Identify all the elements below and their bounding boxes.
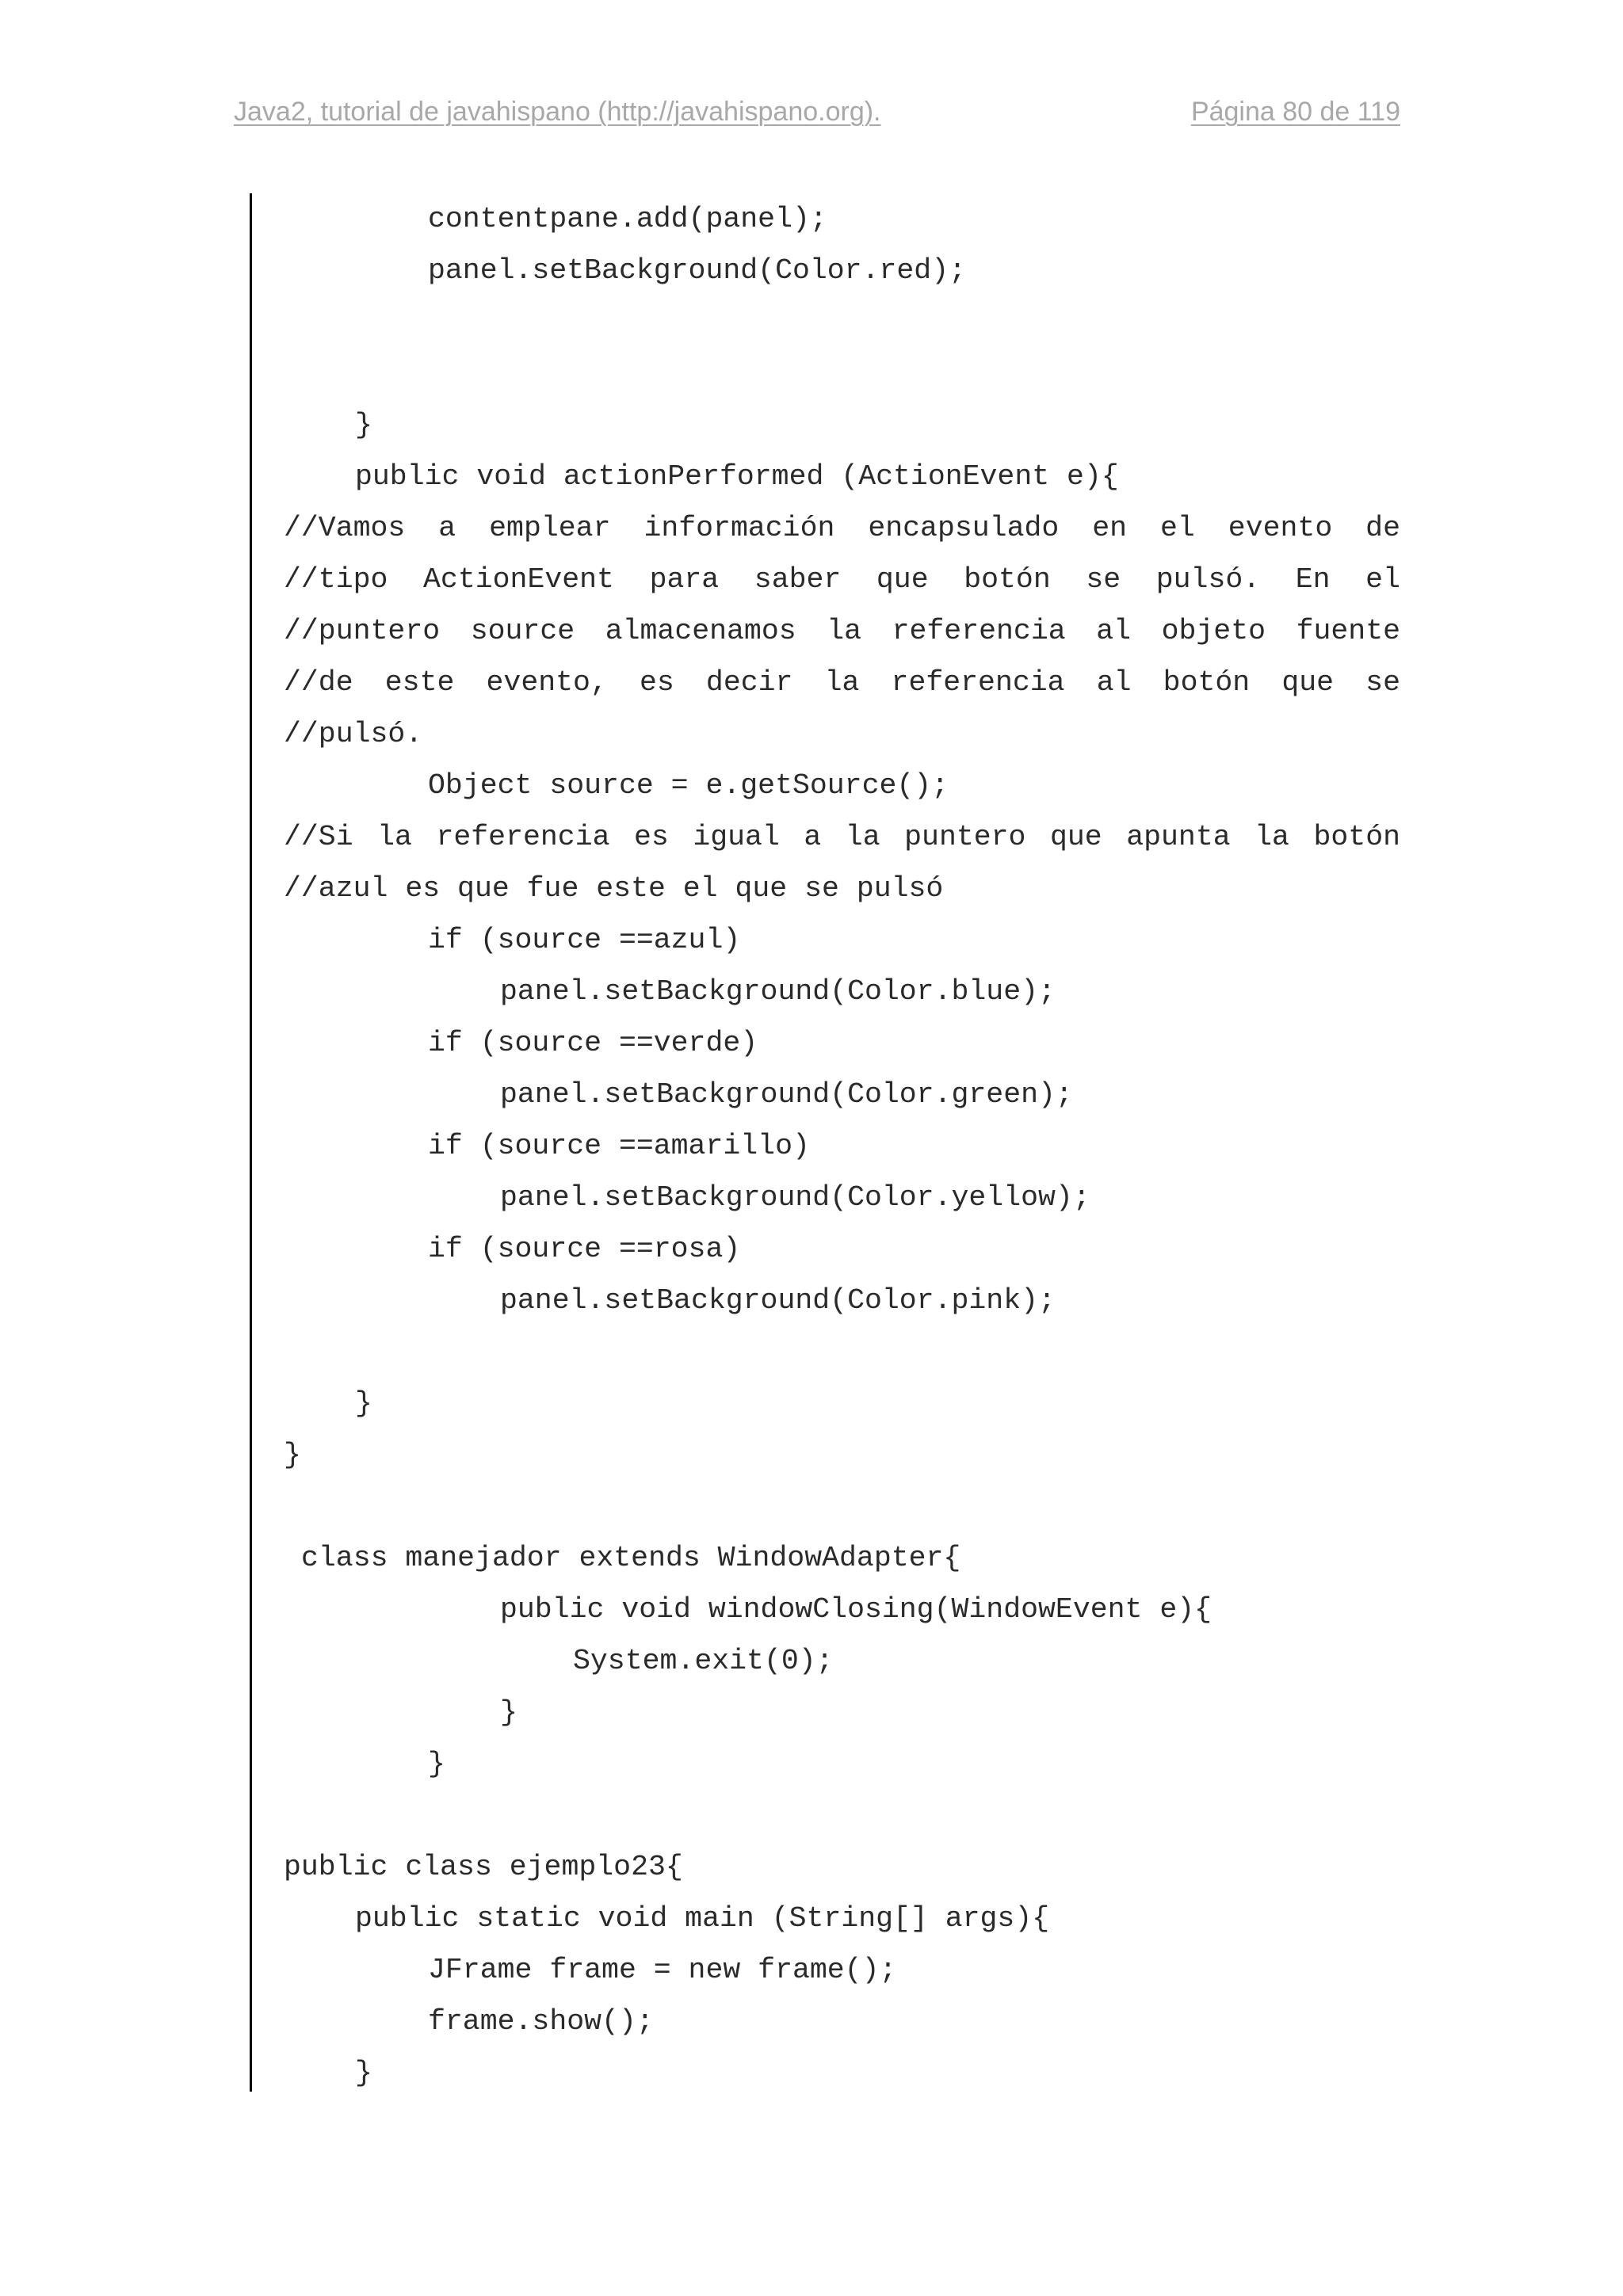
code-line-blank	[284, 296, 1400, 348]
code-line: System.exit(0);	[573, 1645, 834, 1677]
code-line: contentpane.add(panel);	[428, 203, 827, 235]
code-line: if (source ==azul)	[428, 924, 741, 956]
code-block-left-border	[250, 193, 252, 2092]
code-line: if (source ==amarillo)	[428, 1130, 810, 1162]
code-line-blank	[284, 348, 1400, 399]
code-line: }	[428, 1748, 445, 1780]
code-line-blank	[284, 1790, 1400, 1841]
code-comment-line: //Vamos a emplear información encapsulado en el evento de	[284, 512, 1400, 544]
code-line: panel.setBackground(Color.green);	[500, 1078, 1073, 1111]
code-line: panel.setBackground(Color.pink);	[500, 1284, 1056, 1317]
code-line: }	[355, 409, 372, 441]
header-title: Java2, tutorial de javahispano (http://javahispano.org).	[234, 97, 881, 127]
code-comment-line: //pulsó.	[284, 718, 423, 750]
code-line: Object source = e.getSource();	[428, 769, 949, 802]
code-line: if (source ==verde)	[428, 1027, 758, 1059]
code-line: }	[284, 1439, 301, 1471]
code-comment-line: //puntero source almacenamos la referencia al objeto fuente	[284, 615, 1400, 647]
code-line: JFrame frame = new frame();	[428, 1954, 897, 1986]
code-line: panel.setBackground(Color.blue);	[500, 975, 1056, 1008]
code-comment-line: //Si la referencia es igual a la puntero que apunta la botón	[284, 821, 1400, 853]
code-line: class manejador extends WindowAdapter{	[301, 1542, 961, 1574]
page-header	[234, 97, 1400, 132]
code-comment-line: //de este evento, es decir la referencia al botón que se	[284, 666, 1400, 699]
code-block	[284, 193, 1400, 2099]
header-page-number: Página 80 de 119	[1190, 97, 1400, 127]
code-comment-line: //azul es que fue este el que se pulsó	[284, 872, 944, 905]
code-line: }	[500, 1696, 517, 1729]
code-line-blank	[284, 1326, 1400, 1378]
code-line: if (source ==rosa)	[428, 1233, 741, 1265]
code-line: public void windowClosing(WindowEvent e){	[500, 1593, 1212, 1626]
code-line: }	[355, 2057, 372, 2089]
code-line: public class ejemplo23{	[284, 1851, 683, 1883]
code-line: public void actionPerformed (ActionEvent e){	[355, 460, 1119, 493]
code-comment-line: //tipo ActionEvent para saber que botón se pulsó. En el	[284, 563, 1400, 596]
code-line: public static void main (String[] args){	[355, 1902, 1050, 1935]
code-line: frame.show();	[428, 2005, 654, 2038]
code-line: panel.setBackground(Color.yellow);	[500, 1181, 1090, 1214]
code-line: panel.setBackground(Color.red);	[428, 254, 967, 287]
code-line: }	[355, 1387, 372, 1420]
code-line-blank	[284, 1481, 1400, 1532]
